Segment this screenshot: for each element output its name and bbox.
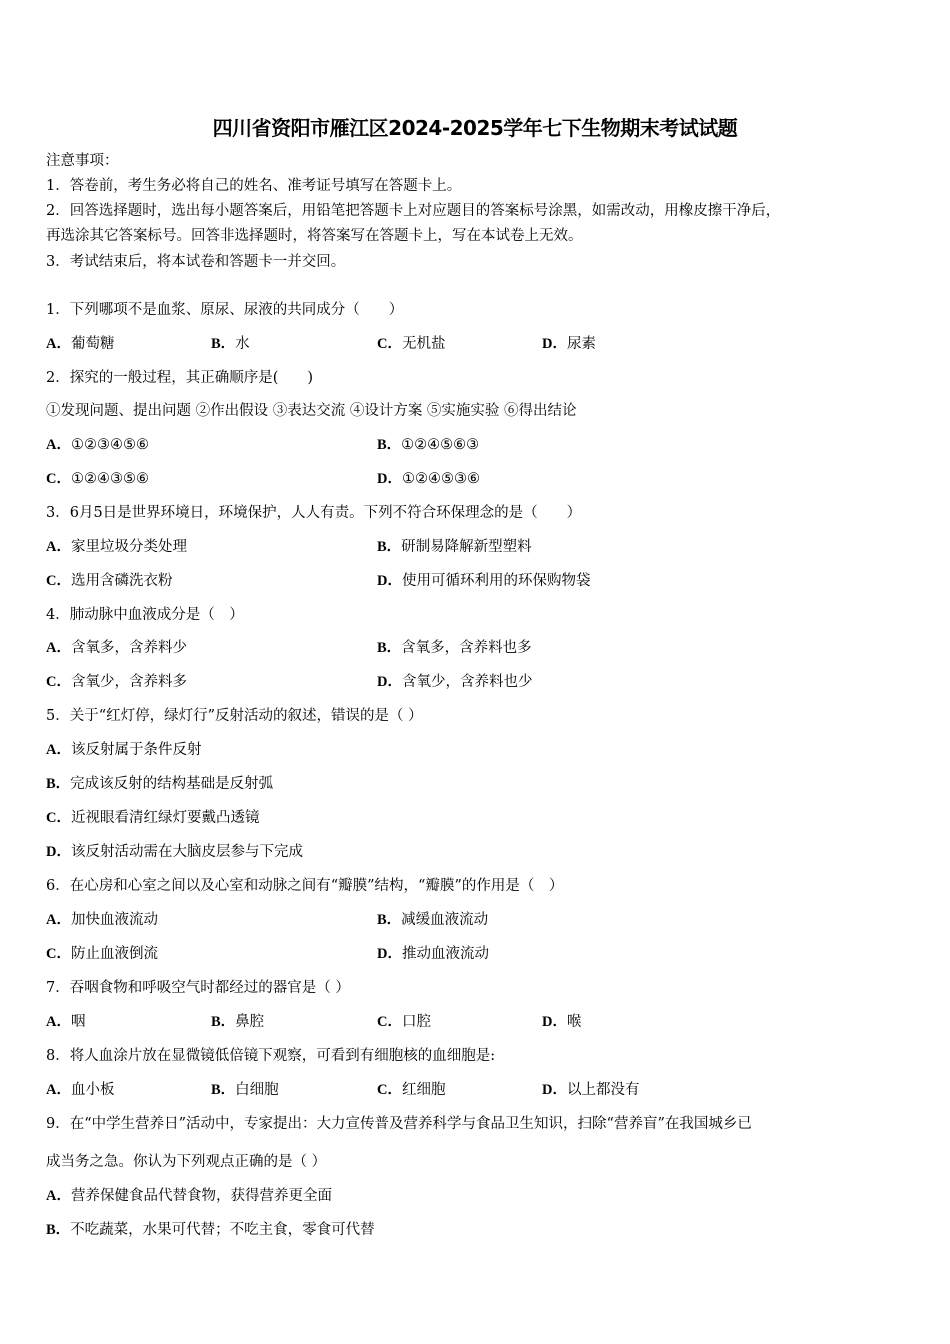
question-6-option-b: B．减缓血液流动 bbox=[377, 912, 489, 928]
notice-item-1: 1．答卷前，考生务必将自己的姓名、准考证号填写在答题卡上。 bbox=[46, 178, 462, 194]
question-2-steps: ①发现问题、提出问题 ②作出假设 ③表达交流 ④设计方案 ⑤实施实验 ⑥得出结论 bbox=[46, 403, 577, 419]
question-7-option-c: C．口腔 bbox=[377, 1014, 431, 1030]
question-5-option-c: C．近视眼看清红绿灯要戴凸透镜 bbox=[46, 810, 260, 826]
question-3-stem: 3．6月5日是世界环境日，环境保护，人人有责。下列不符合环保理念的是（ ） bbox=[46, 505, 582, 521]
question-2-option-d: D．①②④⑤③⑥ bbox=[377, 471, 480, 487]
question-1-option-a: A．葡萄糖 bbox=[46, 336, 115, 352]
question-2-stem: 2．探究的一般过程，其正确顺序是( ) bbox=[46, 370, 314, 386]
question-7-option-b: B．鼻腔 bbox=[211, 1014, 265, 1030]
question-3-option-a: A．家里垃圾分类处理 bbox=[46, 539, 187, 555]
page-title: 四川省资阳市雁江区2024-2025学年七下生物期末考试试题 bbox=[212, 116, 738, 140]
question-5-option-d: D．该反射活动需在大脑皮层参与下完成 bbox=[46, 844, 303, 860]
question-5-option-b: B．完成该反射的结构基础是反射弧 bbox=[46, 776, 274, 792]
question-6-option-a: A．加快血液流动 bbox=[46, 912, 158, 928]
question-2-option-c: C．①②④③⑤⑥ bbox=[46, 471, 149, 487]
question-5-stem: 5．关于“红灯停，绿灯行”反射活动的叙述，错误的是（ ） bbox=[46, 708, 423, 724]
question-9-option-a: A．营养保健食品代替食物，获得营养更全面 bbox=[46, 1188, 332, 1204]
notice-item-2: 2．回答选择题时，选出每小题答案后，用铅笔把答题卡上对应题目的答案标号涂黑，如需改动，用橡皮擦干净后， bbox=[46, 203, 781, 219]
question-1-option-d: D．尿素 bbox=[542, 336, 596, 352]
notice-heading: 注意事项： bbox=[46, 153, 119, 169]
question-3-option-d: D．使用可循环利用的环保购物袋 bbox=[377, 573, 591, 589]
question-7-option-d: D．喉 bbox=[542, 1014, 582, 1030]
notice-item-3: 3．考试结束后，将本试卷和答题卡一并交回。 bbox=[46, 254, 346, 270]
question-7-option-a: A．咽 bbox=[46, 1014, 86, 1030]
question-5-option-a: A．该反射属于条件反射 bbox=[46, 742, 202, 758]
question-3-option-b: B．研制易降解新型塑料 bbox=[377, 539, 532, 555]
question-8-option-b: B．白细胞 bbox=[211, 1082, 279, 1098]
question-4-option-b: B．含氧多，含养料也多 bbox=[377, 640, 532, 656]
question-7-stem: 7．吞咽食物和呼吸空气时都经过的器官是（ ） bbox=[46, 980, 350, 996]
question-4-option-a: A．含氧多，含养料少 bbox=[46, 640, 187, 656]
question-8-stem: 8．将人血涂片放在显微镜低倍镜下观察，可看到有细胞核的血细胞是: bbox=[46, 1048, 496, 1064]
notice-item-2-cont: 再选涂其它答案标号。回答非选择题时，将答案写在答题卡上，写在本试卷上无效。 bbox=[46, 228, 583, 244]
question-4-option-d: D．含氧少，含养料也少 bbox=[377, 674, 533, 690]
question-8-option-c: C．红细胞 bbox=[377, 1082, 446, 1098]
question-1-option-c: C．无机盐 bbox=[377, 336, 446, 352]
question-6-option-d: D．推动血液流动 bbox=[377, 946, 489, 962]
question-6-option-c: C．防止血液倒流 bbox=[46, 946, 158, 962]
question-8-option-d: D．以上都没有 bbox=[542, 1082, 640, 1098]
question-9-stem-cont: 成当务之急。你认为下列观点正确的是（ ） bbox=[46, 1154, 327, 1170]
question-4-option-c: C．含氧少，含养料多 bbox=[46, 674, 187, 690]
question-9-stem: 9．在“中学生营养日”活动中，专家提出：大力宣传普及营养科学与食品卫生知识，扫除“营养盲”在我国城乡已 bbox=[46, 1116, 752, 1132]
question-8-option-a: A．血小板 bbox=[46, 1082, 115, 1098]
question-1-stem: 1．下列哪项不是血浆、原尿、尿液的共同成分（ ） bbox=[46, 302, 404, 318]
question-6-stem: 6．在心房和心室之间以及心室和动脉之间有“瓣膜”结构，“瓣膜”的作用是（ ） bbox=[46, 878, 564, 894]
question-9-option-b: B．不吃蔬菜，水果可代替；不吃主食，零食可代替 bbox=[46, 1222, 375, 1238]
question-2-option-a: A．①②③④⑤⑥ bbox=[46, 437, 149, 453]
question-2-option-b: B．①②④⑤⑥③ bbox=[377, 437, 480, 453]
question-4-stem: 4．肺动脉中血液成分是（ ） bbox=[46, 607, 244, 623]
question-1-option-b: B．水 bbox=[211, 336, 250, 352]
question-3-option-c: C．选用含磷洗衣粉 bbox=[46, 573, 173, 589]
